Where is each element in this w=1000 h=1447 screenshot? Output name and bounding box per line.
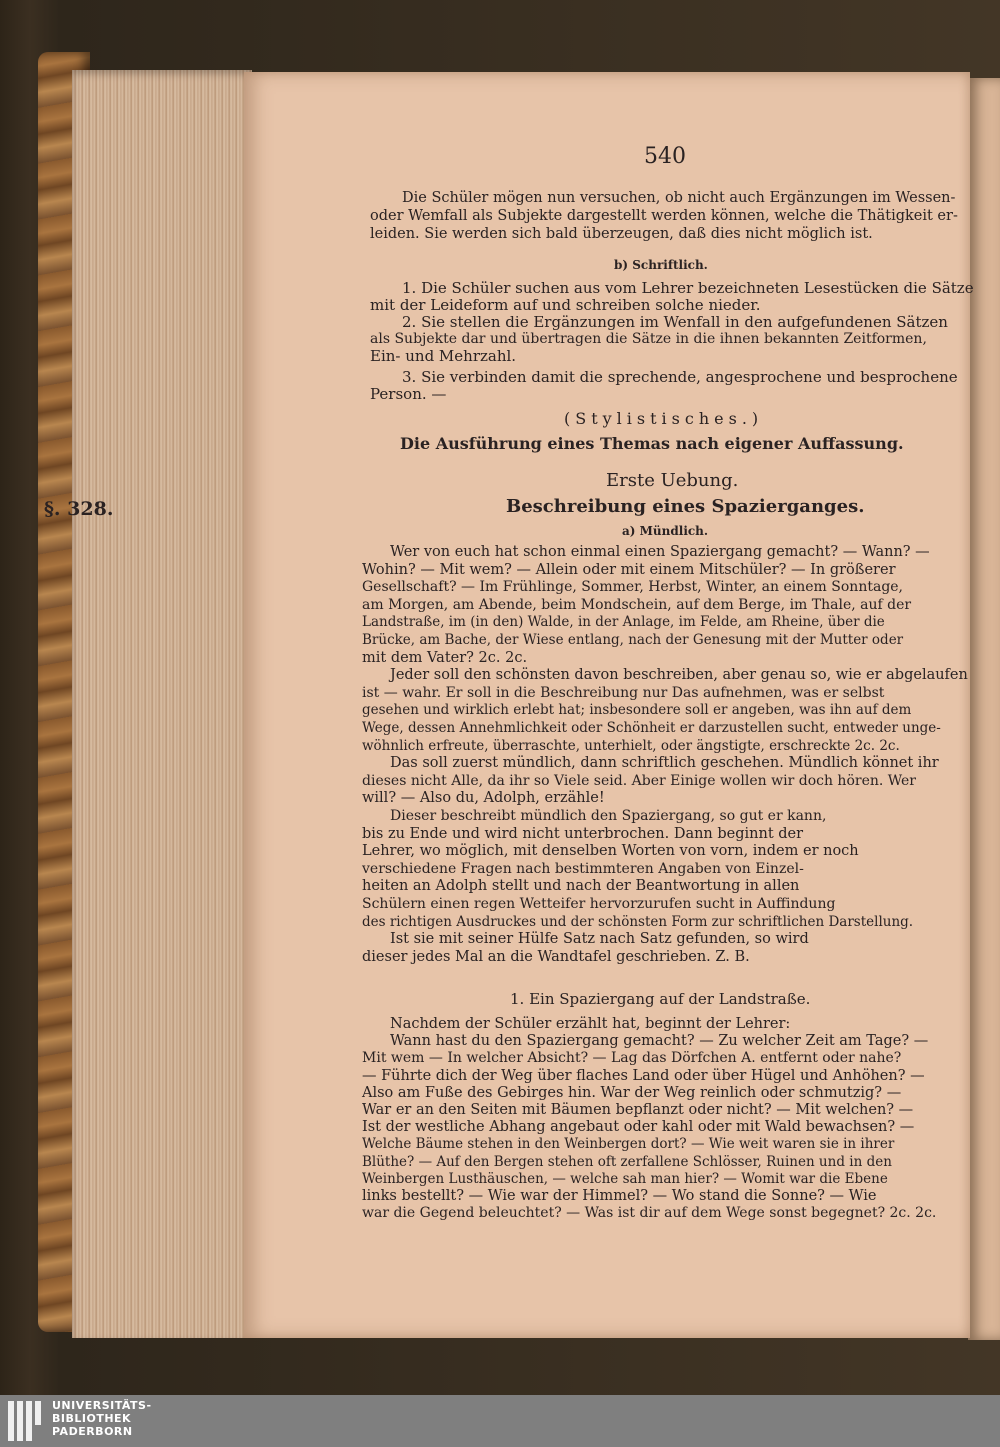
oral-line: Dieser beschreibt mündlich den Spaziergang, so gut er kann, — [390, 808, 827, 824]
heading-exercise: Erste Uebung. — [606, 470, 739, 491]
oral-line: mit dem Vater? 2c. 2c. — [362, 649, 528, 666]
oral-line: Brücke, am Bache, der Wiese entlang, nach der Genesung mit der Mutter oder — [362, 632, 904, 648]
oral-line: des richtigen Ausdruckes und der schönsten Form zur schriftlichen Darstellung. — [362, 913, 914, 930]
library-name-line: BIBLIOTHEK — [52, 1412, 132, 1425]
oral-line: Jeder soll den schönsten davon beschreiben, aber genau so, wie er abgelaufen — [390, 667, 968, 684]
dialog-line: Nachdem der Schüler erzählt hat, beginnt der Lehrer: — [390, 1016, 791, 1032]
written-line: 2. Sie stellen die Ergänzungen im Wenfall in den aufgefundenen Sätzen — [402, 313, 948, 331]
facing-page-edge — [968, 78, 1000, 1340]
dialog-line: Mit wem — In welcher Absicht? — Lag das Dörfchen A. entfernt oder nahe? — [362, 1050, 902, 1067]
library-logo-icon — [8, 1401, 44, 1441]
dialog-line: Welche Bäume stehen in den Weinbergen dort? — Wie weit waren sie in ihrer — [362, 1136, 895, 1153]
oral-line: Schülern einen regen Wetteifer hervorzurufen sucht in Auffindung — [362, 896, 836, 912]
heading-walk: Beschreibung eines Spazierganges. — [506, 496, 865, 517]
oral-line: will? — Also du, Adolph, erzähle! — [362, 790, 605, 807]
dialog-line: — Führte dich der Weg über flaches Land oder über Hügel und Anhöhen? — — [362, 1067, 925, 1084]
intro-line: oder Wemfall als Subjekte dargestellt werden können, welche die Thätigkeit er- — [370, 208, 958, 224]
oral-line: ist — wahr. Er soll in die Beschreibung nur Das aufnehmen, was er selbst — [362, 684, 885, 701]
oral-line: dieser jedes Mal an die Wandtafel geschrieben. Z. B. — [362, 948, 750, 965]
oral-line: Wohin? — Mit wem? — Allein oder mit einem Mitschüler? — In größerer — [362, 561, 896, 578]
oral-line: Wege, dessen Annehmlichkeit oder Schönheit er darzustellen sucht, entweder unge- — [362, 720, 941, 736]
written-line: als Subjekte dar und übertragen die Sätze in die ihnen bekannten Zeitformen, — [370, 331, 927, 347]
library-name-line: UNIVERSITÄTS- — [52, 1399, 152, 1412]
oral-line: Landstraße, im (in den) Walde, in der Anlage, im Felde, am Rheine, über die — [362, 614, 885, 631]
dialog-line: War er an den Seiten mit Bäumen bepflanzt oder nicht? — Mit welchen? — — [362, 1102, 914, 1118]
oral-line: heiten an Adolph stellt und nach der Beantwortung in allen — [362, 878, 800, 895]
oral-line: verschiedene Fragen nach bestimmteren Angaben von Einzel- — [362, 860, 804, 877]
dialog-line: Blüthe? — Auf den Bergen stehen oft zerfallene Schlösser, Ruinen und in den — [362, 1153, 892, 1170]
heading-theme: Die Ausführung eines Themas nach eigener Auffassung. — [400, 434, 904, 453]
library-footer — [0, 1395, 1000, 1447]
heading-written: b) Schriftlich. — [614, 258, 708, 272]
intro-line: Die Schüler mögen nun versuchen, ob nicht auch Ergänzungen im Wessen- — [402, 190, 956, 206]
intro-line: leiden. Sie werden sich bald überzeugen, daß dies nicht möglich ist. — [370, 226, 873, 242]
oral-line: gesehen und wirklich erlebt hat; insbesondere soll er angeben, was ihn auf dem — [362, 702, 912, 719]
library-name-line: PADERBORN — [52, 1425, 133, 1438]
dialog-line: links bestellt? — Wie war der Himmel? — Wo stand die Sonne? — Wie — [362, 1188, 877, 1204]
written-line: Person. — — [370, 385, 447, 403]
oral-line: Wer von euch hat schon einmal einen Spaziergang gemacht? — Wann? — — [390, 544, 930, 560]
dialog-line: war die Gegend beleuchtet? — Was ist dir auf dem Wege sonst begegnet? 2c. 2c. — [362, 1205, 937, 1222]
oral-line: Lehrer, wo möglich, mit denselben Worten von vorn, indem er noch — [362, 843, 859, 860]
oral-line: dieses nicht Alle, da ihr so Viele seid. Aber Einige wollen wir doch hören. Wer — [362, 772, 916, 789]
heading-oral: a) Mündlich. — [622, 524, 709, 538]
dialog-line: Also am Fuße des Gebirges hin. War der Weg reinlich oder schmutzig? — — [362, 1084, 902, 1101]
oral-line: Gesellschaft? — Im Frühlinge, Sommer, Herbst, Winter, an einem Sonntage, — [362, 579, 904, 596]
written-line: 3. Sie verbinden damit die sprechende, angesprochene und besprochene — [402, 368, 958, 386]
oral-line: Ist sie mit seiner Hülfe Satz nach Satz gefunden, so wird — [390, 931, 809, 948]
dialog-line: Wann hast du den Spaziergang gemacht? — Zu welcher Zeit am Tage? — — [390, 1033, 929, 1050]
oral-line: bis zu Ende und wird nicht unterbrochen. Dann beginnt der — [362, 825, 804, 842]
book-page — [44, 72, 974, 1338]
subheading: 1. Ein Spaziergang auf der Landstraße. — [510, 990, 811, 1008]
written-line: 1. Die Schüler suchen aus vom Lehrer bezeichneten Lesestücken die Sätze — [402, 279, 974, 297]
dialog-line: Ist der westliche Abhang angebaut oder kahl oder mit Wald bewachsen? — — [362, 1119, 915, 1136]
written-line: Ein- und Mehrzahl. — [370, 347, 517, 365]
oral-line: wöhnlich erfreute, überraschte, unterhielt, oder ängstigte, erschreckte 2c. 2c. — [362, 737, 900, 754]
dialog-line: Weinbergen Lusthäuschen, — welche sah man hier? — Womit war die Ebene — [362, 1170, 888, 1187]
library-name — [52, 1399, 152, 1438]
page-edges — [72, 70, 252, 1338]
written-line: mit der Leideform auf und schreiben solche nieder. — [370, 296, 761, 314]
section-number: §. 328. — [44, 498, 114, 520]
oral-line: Das soll zuerst mündlich, dann schriftlich geschehen. Mündlich könnet ihr — [390, 755, 939, 772]
heading-stylistic: (Stylistisches.) — [564, 409, 764, 428]
oral-line: am Morgen, am Abende, beim Mondschein, auf dem Berge, im Thale, auf der — [362, 596, 912, 613]
page-number: 540 — [644, 144, 686, 169]
